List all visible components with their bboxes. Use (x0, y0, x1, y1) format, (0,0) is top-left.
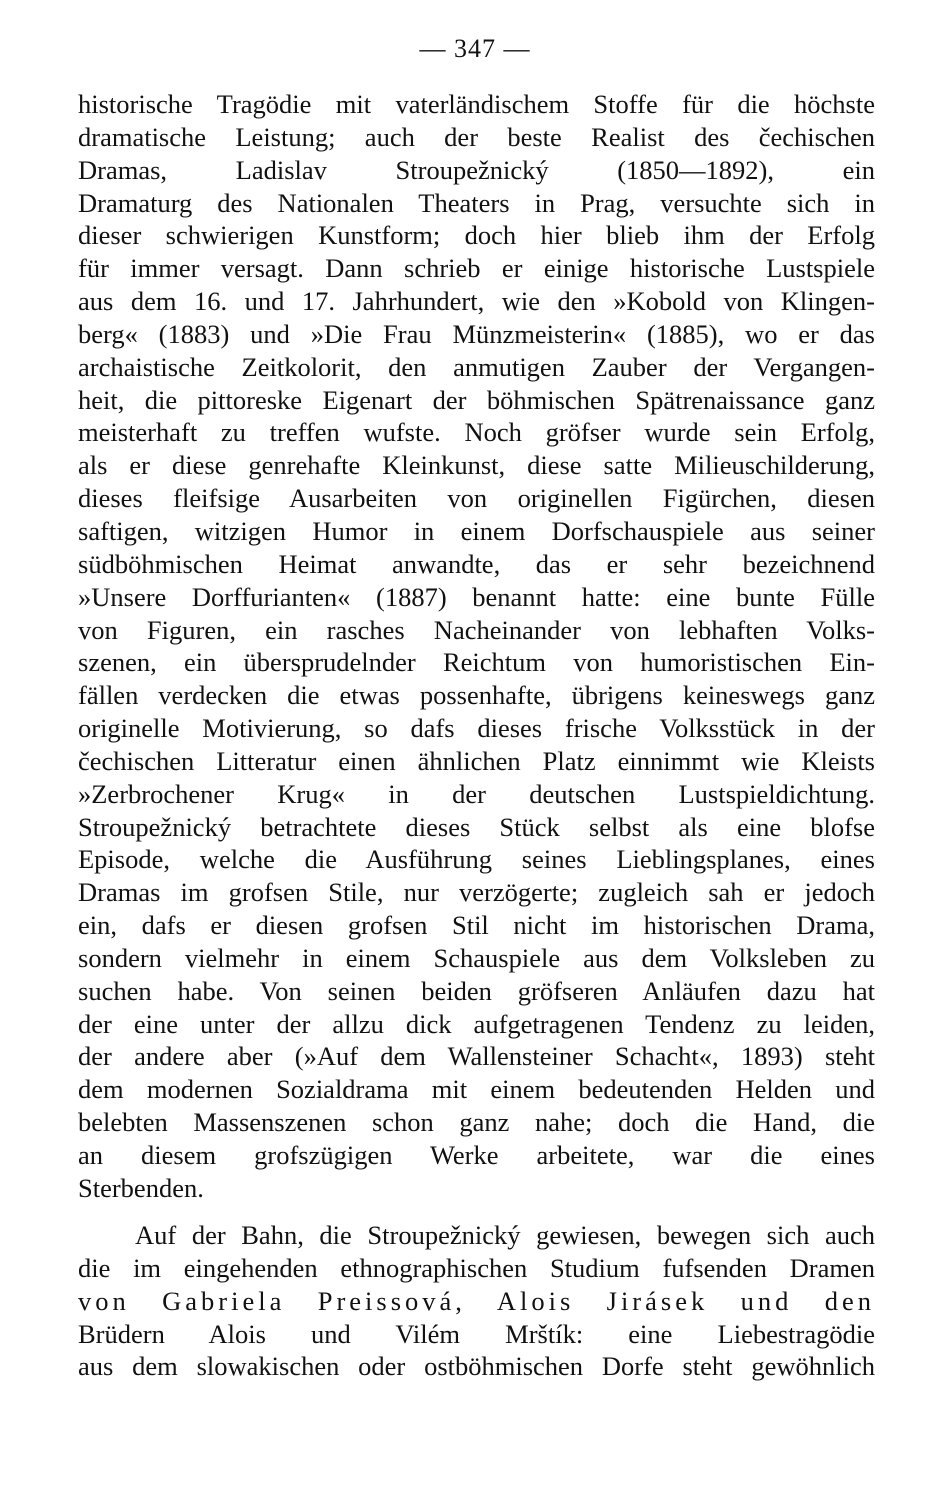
paragraph-1 (78, 88, 875, 1205)
paragraph-2 (78, 1219, 875, 1383)
text-line: historische Tragödie mit vaterländischem Stoffe für die höchste (78, 89, 875, 119)
text-line: dramatische Leistung; auch der beste Realist des čechischen (78, 121, 875, 152)
text-line: originelle Motivierung, so dafs dieses frische Volksstück in der (78, 713, 875, 744)
text-line: Dramas im grofsen Stile, nur verzögerte; zugleich sah er jedoch (78, 877, 875, 908)
text-line: fällen verdecken die etwas possenhafte, übrigens keineswegs ganz (78, 680, 875, 711)
text-line: Episode, welche die Ausführung seines Lieblingsplanes, eines (78, 844, 875, 875)
text-line: für immer versagt. Dann schrieb er einige historische Lustspiele (78, 253, 875, 284)
text-line: Brüdern Alois und Vilém Mrštík: eine Liebestragödie (78, 1318, 875, 1349)
text-line: suchen habe. Von seinen beiden gröfseren Anläufen dazu hat (78, 975, 875, 1006)
page-number-header: — 347 — (419, 34, 531, 63)
text-line: Dramas, Ladislav Stroupežnický (1850—1892), ein (78, 154, 875, 185)
text-line: die im eingehenden ethnographischen Studium fufsenden Dramen (78, 1252, 875, 1283)
text-line: belebten Massenszenen schon ganz nahe; doch die Hand, die (78, 1107, 875, 1138)
text-line: archaistische Zeitkolorit, den anmutigen Zauber der Vergangen- (78, 351, 875, 382)
text-line: »Unsere Dorffurianten« (1887) benannt hatte: eine bunte Fülle (78, 581, 875, 612)
text-line: sondern vielmehr in einem Schauspiele aus dem Volksleben zu (78, 942, 875, 973)
text-line: aus dem 16. und 17. Jahrhundert, wie den »Kobold von Klingen- (78, 286, 875, 317)
text-line: meisterhaft zu treffen wufste. Noch gröfser wurde sein Erfolg, (78, 417, 875, 448)
text-line: dieses fleifsige Ausarbeiten von originellen Figürchen, diesen (78, 483, 875, 514)
text-line: Stroupežnický betrachtete dieses Stück selbst als eine blofse (78, 811, 875, 842)
text-line: der andere aber (»Auf dem Wallensteiner Schacht«, 1893) steht (78, 1041, 875, 1072)
text-line: der eine unter der allzu dick aufgetragenen Tendenz zu leiden, (78, 1008, 875, 1039)
text-line: dem modernen Sozialdrama mit einem bedeutenden Helden und (78, 1074, 875, 1105)
text-line: saftigen, witzigen Humor in einem Dorfschauspiele aus seiner (78, 515, 875, 546)
text-line: von Figuren, ein rasches Nacheinander von lebhaften Volks- (78, 614, 875, 645)
text-line: heit, die pittoreske Eigenart der böhmischen Spätrenaissance ganz (78, 384, 875, 415)
text-line: dieser schwierigen Kunstform; doch hier blieb ihm der Erfolg (78, 220, 875, 251)
text-line: »Zerbrochener Krug« in der deutschen Lustspieldichtung. (78, 778, 875, 809)
text-line: Sterbenden. (78, 1172, 204, 1203)
text-line: an diesem grofszügigen Werke arbeitete, war die eines (78, 1140, 875, 1170)
text-line: Auf der Bahn, die Stroupežnický gewiesen, bewegen sich auch (135, 1220, 875, 1250)
text-line: berg« (1883) und »Die Frau Münzmeisterin« (1885), wo er das (78, 318, 875, 349)
text-line: Dramaturg des Nationalen Theaters in Prag, versuchte sich in (78, 187, 875, 218)
text-line: ein, dafs er diesen grofsen Stil nicht im historischen Drama, (78, 910, 875, 941)
text-line: südböhmischen Heimat anwandte, das er sehr bezeichnend (78, 548, 875, 579)
text-line: aus dem slowakischen oder ostböhmischen Dorfe steht gewöhnlich (78, 1351, 875, 1382)
text-line: szenen, ein übersprudelnder Reichtum von humoristischen Ein- (78, 647, 875, 678)
text-line: čechischen Litteratur einen ähnlichen Platz einnimmt wie Kleists (78, 745, 875, 776)
text-line: als er diese genrehafte Kleinkunst, diese satte Milieuschilderung, (78, 450, 875, 481)
text-line: von Gabriela Preissová, Alois Jirásek und den (78, 1285, 875, 1316)
